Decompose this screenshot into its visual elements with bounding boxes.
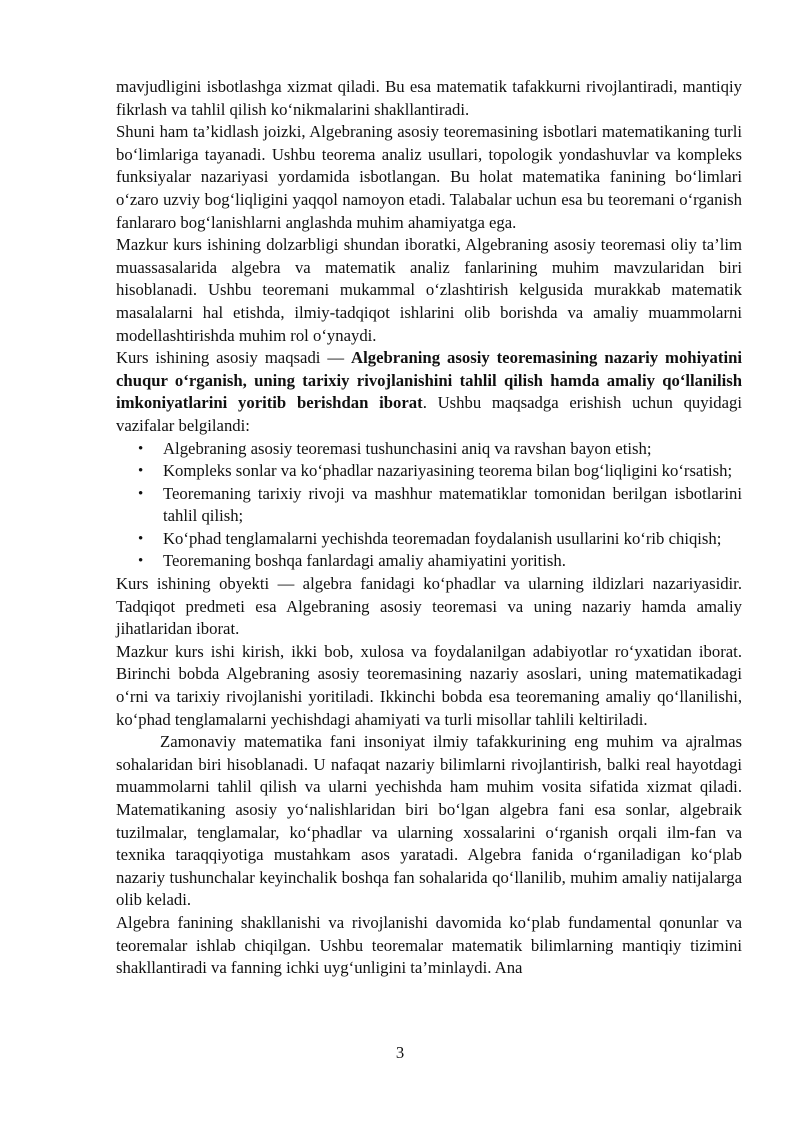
paragraph-relevance: Mazkur kurs ishining dolzarbligi shundan iboratki, Algebraning asosiy teoremasi oliy ta’lim muassasalarida algebra va matematik analiz fanlarining muhim mavzularidan biri hisoblanadi. Ushbu teoremani mukammal oʻzlashtirish kelgusida murakkab matematik masalalarni hal etishda, ilmiy-tadqiqot ishlarini olib borishda va amaliy muammolarni modellashtirishda muhim rol oʻynaydi. bbox=[116, 235, 742, 345]
bullet-icon: • bbox=[138, 485, 144, 502]
list-item bbox=[138, 483, 742, 528]
bullet-icon: • bbox=[138, 530, 144, 547]
list-item bbox=[138, 528, 742, 551]
paragraph-algebra-development: Algebra fanining shakllanishi va rivojlanishi davomida koʻplab fundamental qonunlar va teoremalar ishlab chiqilgan. Ushbu teoremalar matematik bilimlarning mantiqiy tizimini shakllantiradi va fanning ichki uygʻunligini ta’minlaydi. Ana bbox=[116, 912, 742, 978]
page-number: 3 bbox=[395, 1043, 405, 1062]
bullet-icon: • bbox=[138, 440, 144, 457]
paragraph-structure: Mazkur kurs ishi kirish, ikki bob, xulosa va foydalanilgan adabiyotlar roʻyxatidan iborat. Birinchi bobda Algebraning asosiy teoremasining nazariy asoslari, uning matematikadagi oʻrni va tarixiy rivojlanishi yoritiladi. Ikkinchi bobda esa teoremaning amaliy qoʻllanilishi, koʻphad tenglamalarni yechishdagi ahamiyati va turli misollar tahlili keltiriladi. bbox=[116, 641, 742, 729]
paragraph-goal bbox=[116, 347, 742, 437]
bullet-icon: • bbox=[138, 463, 144, 480]
goal-statement: Algebraning asosiy teoremasining nazariy mohiyatini chuqur oʻrganish, uning tarixiy rivojlanishini tahlil qilish hamda amaliy qoʻllanilish imkoniyatlarini yoritib berishdan iborat bbox=[116, 348, 743, 413]
paragraph-object: Kurs ishining obyekti — algebra fanidagi koʻphadlar va ularning ildizlari nazariyasidir. Tadqiqot predmeti esa Algebraning asosiy teoremasi va uning nazariy hamda amaliy jihatlaridan iborat. bbox=[116, 574, 742, 639]
list-item bbox=[138, 438, 742, 461]
list-item-text: Algebraning asosiy teoremasi tushunchasini aniq va ravshan bayon etish; bbox=[163, 438, 652, 458]
list-item-text: Koʻphad tenglamalarni yechishda teoremadan foydalanish usullarini koʻrib chiqish; bbox=[163, 528, 722, 548]
paragraph-modern-math: Zamonaviy matematika fani insoniyat ilmiy tafakkurining eng muhim va ajralmas sohalaridan biri hisoblanadi. U nafaqat nazariy bilimlarni rivojlantirish, balki real hayotdagi muammolarni tahlil qilish va ularni yechishda ham muhim vosita sifatida xizmat qiladi. Matematikaning asosiy yoʻnalishlaridan biri boʻlgan algebra fani esa sonlar, algebraik tuzilmalar, tenglamalar, koʻphadlar va ularning xossalarini oʻrganish orqali ilm-fan va texnika taraqqiyotiga mustahkam asos yaratadi. Algebra fanida oʻrganiladigan koʻplab nazariy tushunchalar keyinchalik boshqa fan sohalarida qoʻllanilib, muhim amaliy natijalarga olib keladi. bbox=[116, 732, 742, 910]
list-item bbox=[138, 550, 742, 573]
goal-intro: Kurs ishining asosiy maqsadi — bbox=[116, 348, 352, 368]
list-item-text: Teoremaning boshqa fanlardagi amaliy ahamiyatini yoritish. bbox=[163, 551, 566, 571]
paragraph-proof-purpose: mavjudligini isbotlashga xizmat qiladi. Bu esa matematik tafakkurni rivojlantiradi, mantiqiy fikrlash va tahlil qilish koʻnikmalarini shakllantiradi. bbox=[116, 77, 742, 119]
list-item-text: Kompleks sonlar va koʻphadlar nazariyasining teorema bilan bogʻliqligini koʻrsatish; bbox=[163, 461, 733, 481]
goal-rest: . Ushbu maqsadga erishish uchun quyidagi vazifalar belgilandi: bbox=[116, 393, 742, 435]
task-list bbox=[116, 438, 742, 574]
bullet-icon: • bbox=[138, 553, 144, 570]
paragraph-proofs-branches: Shuni ham ta’kidlash joizki, Algebraning asosiy teoremasining isbotlari matematikaning turli boʻlimlariga tayanadi. Ushbu teorema analiz usullari, topologik yondashuvlar va kompleks funksiyalar nazariyasi yordamida isbotlangan. Bu holat matematika fanining boʻlimlari oʻzaro uzviy bogʻliqligini yaqqol namoyon etadi. Talabalar uchun esa bu teoremani oʻrganish fanlararo bogʻlanishlarni anglashda muhim ahamiyatga ega. bbox=[116, 122, 742, 232]
list-item-text: Teoremaning tarixiy rivoji va mashhur matematiklar tomonidan berilgan isbotlarini tahlil qilish; bbox=[163, 483, 742, 526]
list-item bbox=[138, 460, 742, 483]
document-page bbox=[116, 76, 742, 980]
